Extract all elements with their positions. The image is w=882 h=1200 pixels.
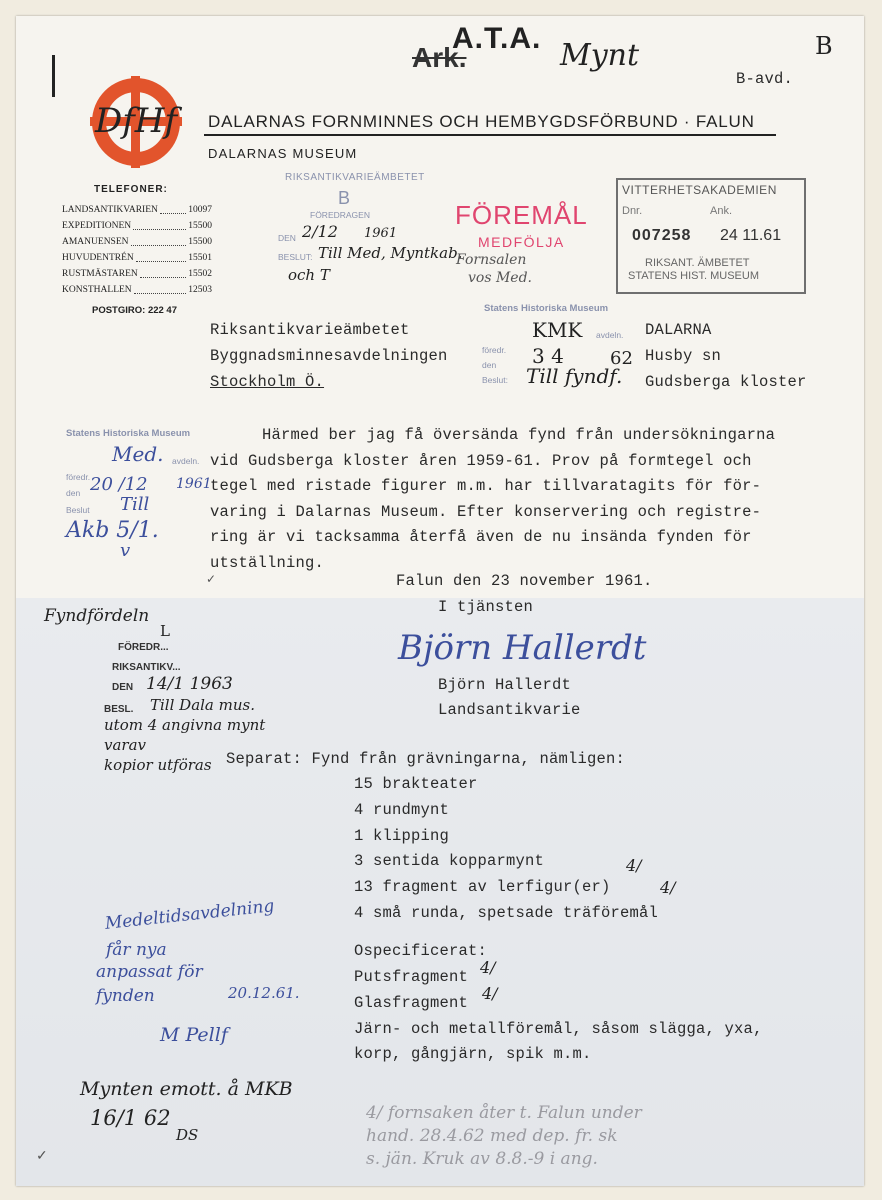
shm-left-hand-line: Akb 5/1. xyxy=(66,518,159,543)
ospec-item-1: Putsfragment xyxy=(354,968,469,986)
vitterhet-line4: STATENS HIST. MUSEUM xyxy=(628,270,759,282)
b-mark: B xyxy=(815,32,833,60)
phone-row xyxy=(62,282,212,298)
mynten-line-1: Mynten emott. å MKB xyxy=(80,1078,293,1100)
foremal-hand2: vos Med. xyxy=(468,270,533,286)
phones-title: TELEFONER: xyxy=(94,184,168,195)
fyndfordeln-den: DEN xyxy=(112,682,134,693)
phone-label: EXPEDITIONEN xyxy=(62,221,132,231)
separat-item-6: 4 små runda, spetsade träföremål xyxy=(354,903,659,922)
closing-service: I tjänsten xyxy=(438,598,534,616)
fyndfordeln-line2: utom 4 angivna mynt xyxy=(104,716,266,734)
phone-number: 12503 xyxy=(188,285,212,295)
shm-left-den-val: 20 /12 xyxy=(90,474,148,495)
vitterhet-dnr: Dnr. xyxy=(622,205,643,217)
raa-stamp-foredr: FÖREDRAGEN xyxy=(310,210,370,220)
logo-icon xyxy=(88,74,184,170)
footnote-line-2: hand. 28.4.62 med dep. fr. sk xyxy=(366,1126,618,1146)
separat-mark-4: 4/ xyxy=(626,856,642,875)
fyndfordeln-raa: RIKSANTIKV... xyxy=(112,662,181,673)
medeltid-sign: M Pellf xyxy=(160,1024,228,1046)
location-line-2: Husby sn xyxy=(645,347,722,365)
recipient-line-2: Byggnadsminnesavdelningen xyxy=(210,347,448,365)
mynt-hand: Mynt xyxy=(560,38,640,73)
phone-leader xyxy=(140,266,186,278)
shm-left-year: 1961 xyxy=(176,476,212,492)
location-line-3: Gudsberga kloster xyxy=(645,373,807,391)
signature: Björn Hallerdt xyxy=(398,628,647,668)
body-line-3: tegel med ristade figurer m.m. har tillvaratagits för för- xyxy=(210,477,762,495)
shm-left-den: den xyxy=(66,488,81,498)
separat-item-3: 1 klipping xyxy=(354,826,450,845)
phone-number: 15501 xyxy=(188,253,212,263)
closing-date: Falun den 23 november 1961. xyxy=(396,572,653,590)
signer-title: Landsantikvarie xyxy=(438,701,581,719)
phone-label: HUVUDENTRÉN xyxy=(62,253,134,263)
shm-right-den-val: 3 4 xyxy=(532,344,564,368)
ospec-item-2: Glasfragment xyxy=(354,993,469,1012)
phone-row xyxy=(62,266,212,282)
phone-leader xyxy=(134,282,187,294)
separat-mark-13: 4/ xyxy=(660,878,676,897)
shm-right-beslut-val: Till fyndf. xyxy=(526,364,623,388)
shm-right-avdeln: avdeln. xyxy=(596,330,624,340)
raa-stamp-den-val: 2/12 xyxy=(302,222,338,241)
vitterhet-stamp-title: VITTERHETSAKADEMIEN xyxy=(622,183,777,197)
tick-mark: ✓ xyxy=(206,572,217,586)
separat-item-4: 3 sentida kopparmynt xyxy=(354,852,545,871)
footnote-line-3: s. jän. Kruk av 8.8.-9 i ang. xyxy=(366,1149,598,1169)
separat-list xyxy=(354,772,658,927)
shm-right-den: den xyxy=(482,360,497,370)
vitterhet-ank: Ank. xyxy=(710,205,733,217)
body-line-1: Härmed ber jag få översända fynd från undersökningarna xyxy=(262,426,776,444)
fyndfordeln-hand: Fyndfördeln xyxy=(44,606,150,626)
medfolja-stamp: MEDFÖLJA xyxy=(478,234,565,250)
medeltid-line-1: Medeltidsavdelning xyxy=(104,896,276,934)
fyndfordeln-beslut-val: Till Dala mus. xyxy=(150,696,255,714)
phone-leader xyxy=(131,234,187,246)
ospec-label: Ospecificerat: xyxy=(354,942,488,960)
footnote xyxy=(366,1102,642,1171)
fyndfordeln-l: L xyxy=(160,622,170,640)
header-rule xyxy=(204,134,776,136)
shm-left-title: Statens Historiska Museum xyxy=(66,428,191,439)
museum-name: DALARNAS MUSEUM xyxy=(208,146,358,161)
phone-leader xyxy=(160,202,186,214)
shm-left-avdeln-val: Med. xyxy=(112,442,164,466)
foremal-stamp: FÖREMÅL xyxy=(455,200,588,230)
separat-item-1: 15 brakteater xyxy=(354,775,478,793)
vitterhet-date: 24 11.61 xyxy=(720,227,782,244)
raa-stamp-year: 1961 xyxy=(364,226,398,241)
phone-leader xyxy=(133,218,186,230)
b-avd: B-avd. xyxy=(736,70,794,88)
phone-label: AMANUENSEN xyxy=(62,237,129,247)
mynten-ds: DS xyxy=(176,1126,199,1144)
separat-label: Separat: Fynd från grävningarna, nämligen: xyxy=(226,750,626,768)
recipient-line-1: Riksantikvarieämbetet xyxy=(210,321,410,339)
logo-letters: DfHf xyxy=(94,101,178,141)
fyndfordeln-foredr: FÖREDR... xyxy=(118,642,169,653)
mynten-line-2: 16/1 62 xyxy=(90,1106,171,1130)
phone-row xyxy=(62,202,212,218)
shm-left-foredr: föredr. xyxy=(66,472,91,482)
fyndfordeln-line4: kopior utföras xyxy=(104,756,212,774)
footnote-line-1: 4/ fornsaken åter t. Falun under xyxy=(366,1103,642,1123)
body-line-4: varing i Dalarnas Museum. Efter konservering och registre- xyxy=(210,502,762,521)
shm-left-tick: v xyxy=(120,540,131,561)
phone-label: LANDSANTIKVARIEN xyxy=(62,205,158,215)
staple-mark xyxy=(52,55,55,97)
fyndfordeln-beslut: BESL. xyxy=(104,704,134,715)
shm-right-title: Statens Historiska Museum xyxy=(484,303,609,314)
shm-right-beslut: Beslut: xyxy=(482,375,508,385)
postgiro: POSTGIRO: 222 47 xyxy=(92,305,178,316)
phone-label: RUSTMÄSTAREN xyxy=(62,269,138,279)
shm-right-year: 62 xyxy=(610,348,633,369)
phone-row xyxy=(62,234,212,250)
shm-left-avdeln: avdeln. xyxy=(172,456,200,466)
body-line-5: ring är vi tacksamma återfå även de nu insända fynden för xyxy=(210,528,752,546)
raa-stamp-b: B xyxy=(338,188,351,208)
vitterhet-line3: RIKSANT. ÄMBETET xyxy=(645,257,750,269)
location-line-1: DALARNA xyxy=(645,321,712,339)
raa-stamp-den: DEN xyxy=(278,233,296,243)
ospec-item-4: korp, gångjärn, spik m.m. xyxy=(354,1045,592,1064)
phone-row xyxy=(62,250,212,266)
letter-body xyxy=(210,423,775,576)
medeltid-line-2: får nya xyxy=(106,940,167,960)
shm-right-avdeln-val: KMK xyxy=(532,318,583,342)
raa-stamp-beslut-val2: och T xyxy=(288,266,330,284)
separat-item-5: 13 fragment av lerfigur(er) xyxy=(354,878,611,897)
separat-item-2: 4 rundmynt xyxy=(354,800,450,819)
phone-row xyxy=(62,218,212,234)
phone-number: 15500 xyxy=(188,221,212,231)
ark-struck: Ark. xyxy=(412,42,467,73)
vitterhet-num: 007258 xyxy=(632,227,692,244)
medeltid-line-3: anpassat för xyxy=(96,962,203,982)
body-line-6: utställning. xyxy=(210,553,325,572)
ata-label: A.T.A. xyxy=(452,22,542,55)
ospec-list xyxy=(354,965,763,1068)
medeltid-line-4: fynden xyxy=(96,986,155,1006)
phone-leader xyxy=(136,250,186,262)
phones-list xyxy=(62,202,212,298)
ospec-mark-2: 4/ xyxy=(482,984,498,1003)
org-name: DALARNAS FORNMINNES OCH HEMBYGDSFÖRBUND · FALUN xyxy=(208,112,755,131)
ospec-item-3: Järn- och metallföremål, såsom slägga, yxa, xyxy=(354,1019,763,1038)
bottom-tick: ✓ xyxy=(36,1148,48,1164)
recipient-line-3: Stockholm Ö. xyxy=(210,373,325,391)
ospec-mark-1: 4/ xyxy=(480,958,496,977)
phone-number: 15502 xyxy=(188,269,212,279)
medeltid-date: 20.12.61. xyxy=(228,984,300,1002)
phone-number: 15500 xyxy=(188,237,212,247)
foremal-hand: Fornsalen xyxy=(456,252,527,268)
phone-label: KONSTHALLEN xyxy=(62,285,132,295)
raa-stamp-title: RIKSANTIKVARIEÄMBETET xyxy=(285,172,425,183)
shm-right-foredr: föredr. xyxy=(482,345,507,355)
shm-left-beslut-val: Till xyxy=(120,494,150,515)
raa-stamp-beslut: BESLUT: xyxy=(278,252,313,262)
body-line-2: vid Gudsberga kloster åren 1959-61. Prov på formtegel och xyxy=(210,451,752,470)
signer-name: Björn Hallerdt xyxy=(438,676,572,694)
fyndfordeln-den-val: 14/1 1963 xyxy=(146,674,233,694)
fyndfordeln-line3: varav xyxy=(104,736,147,754)
raa-stamp-beslut-val: Till Med, Myntkab. xyxy=(318,244,463,262)
phone-number: 10097 xyxy=(188,205,212,215)
shm-left-beslut: Beslut xyxy=(66,505,90,515)
